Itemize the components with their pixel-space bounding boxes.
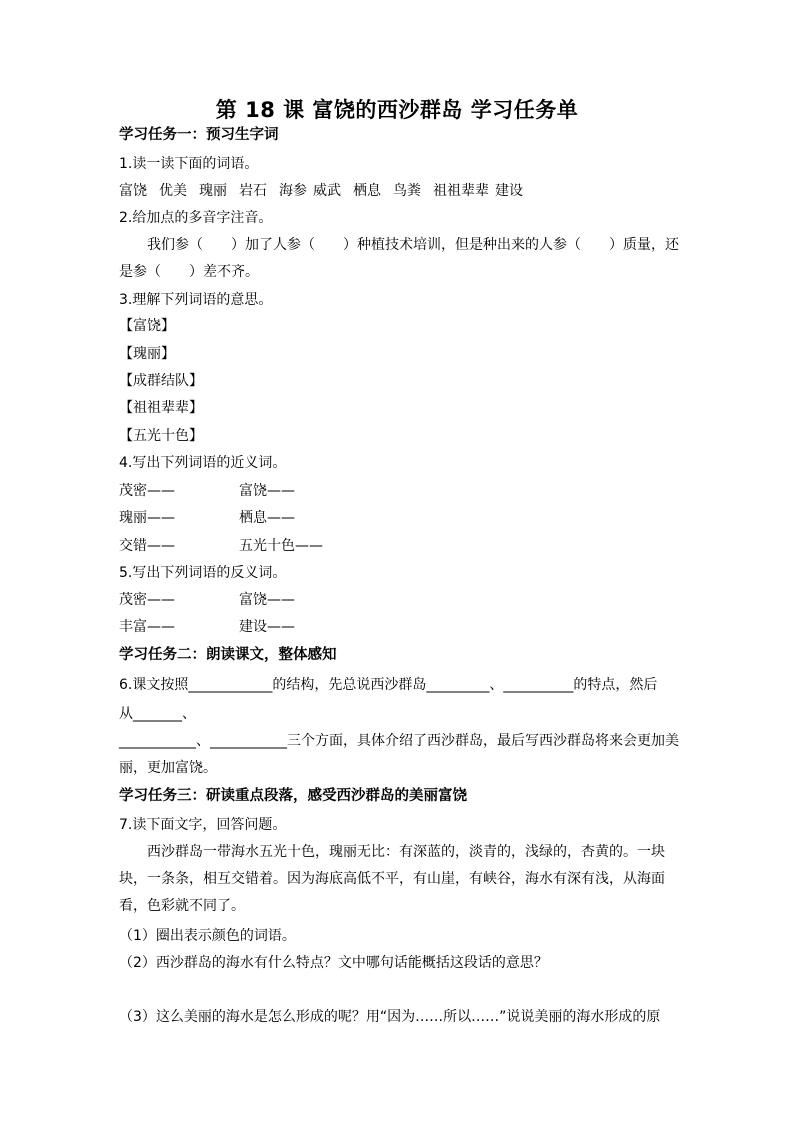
antonym-item: 茂密—— [119,592,175,608]
vocab-word-list [119,181,535,201]
question-6-line2: 从_______、 [119,706,196,722]
reading-passage: 西沙群岛一带海水五光十色，瑰丽无比：有深蓝的，淡青的，浅绿的，杏黄的。一块块，一条条，相互交错着。因为海底高低不平，有山崖，有峡谷，海水有深有浅，从海面看，色彩就不同了。 [119,844,665,914]
antonym-item: 富饶—— [239,592,295,608]
vocab-word: 岩石 [239,183,267,199]
question-5: 5.写出下列词语的反义词。 [119,565,287,581]
task2-heading: 学习任务二：朗读课文，整体感知 [119,647,337,663]
question-2-text: 我们参（ ）加了人参（ ）种植技术培训，但是种出来的人参（ ）质量，还是参（ ）差不齐。 [119,237,679,280]
vocab-word: 鸟粪 [393,183,421,199]
sub-question-1: （1）圈出表示颜色的词语。 [119,928,296,944]
vocab-word: 优美 [159,183,187,199]
question-6-line4: 丽，更加富饶。 [119,760,217,776]
question-6-line3: ___________、___________三个方面，具体介绍了西沙群岛，最后写西沙群岛将来会更加美 [119,733,679,749]
vocab-word: 瑰丽 [199,183,227,199]
vocab-word: 威武 [313,183,341,199]
term-item: 【祖祖辈辈】 [119,400,203,416]
vocab-word: 海参 [279,183,307,199]
question-4: 4.写出下列词语的近义词。 [119,455,287,471]
term-item: 【成群结队】 [119,373,203,389]
question-1: 1.读一读下面的词语。 [119,156,259,172]
vocab-word: 建设 [495,183,523,199]
task3-heading: 学习任务三：研读重点段落，感受西沙群岛的美丽富饶 [119,788,467,804]
vocab-word: 祖祖辈辈 [433,183,489,199]
antonym-item: 建设—— [239,619,295,635]
synonym-item: 富饶—— [239,483,295,499]
question-7: 7.读下面文字，回答问题。 [119,817,287,833]
term-item: 【瑰丽】 [119,346,175,362]
antonym-item: 丰富—— [119,619,175,635]
task1-heading: 学习任务一：预习生字词 [119,127,279,143]
vocab-word: 富饶 [119,183,147,199]
synonym-item: 五光十色—— [239,538,323,554]
page-title: 第 18 课 富饶的西沙群岛 学习任务单 [215,98,579,122]
term-item: 【五光十色】 [119,428,203,444]
synonym-item: 交错—— [119,538,175,554]
term-item: 【富饶】 [119,318,175,334]
vocab-word: 栖息 [353,183,381,199]
synonym-item: 栖息—— [239,510,295,526]
sub-question-2: （2）西沙群岛的海水有什么特点？文中哪句话能概括这段话的意思？ [119,955,548,971]
question-2: 2.给加点的多音字注音。 [119,210,273,226]
question-3: 3.理解下列词语的意思。 [119,292,273,308]
question-6-line1: 6.课文按照____________的结构，先总说西沙群岛_________、__________的特点，然后 [119,677,658,693]
synonym-item: 茂密—— [119,483,175,499]
synonym-item: 瑰丽—— [119,510,175,526]
sub-question-3: （3）这么美丽的海水是怎么形成的呢？用“因为……所以……”说说美丽的海水形成的原 [119,1009,661,1025]
